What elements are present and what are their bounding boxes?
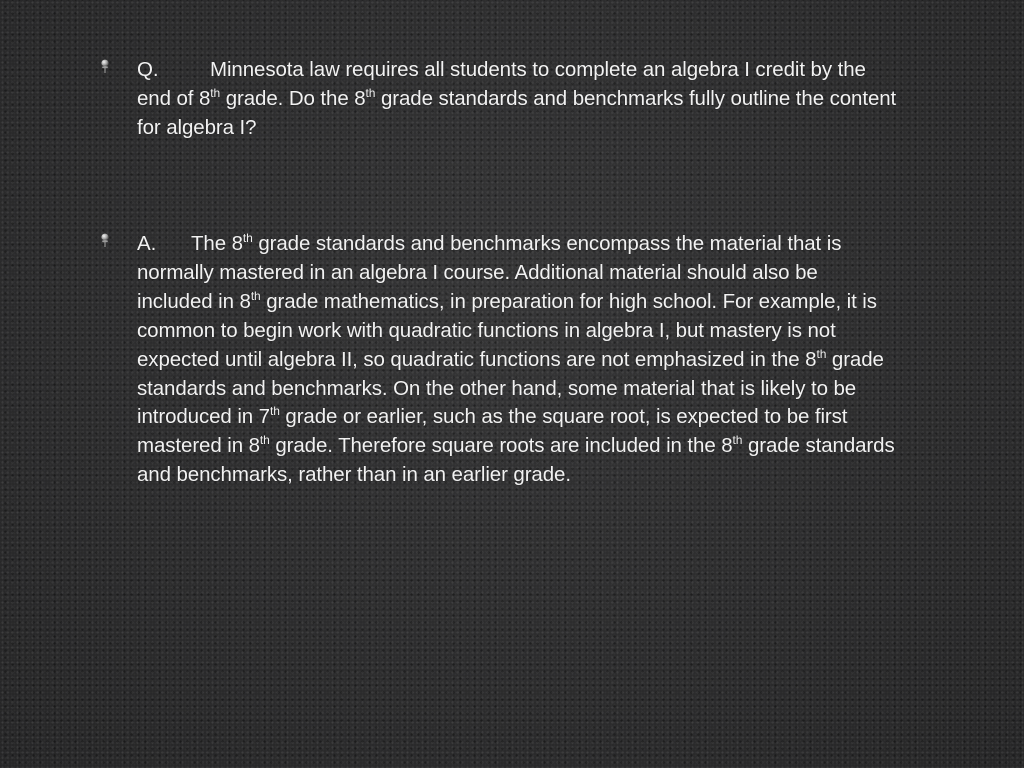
answer-text-part: grade or earlier, such as the square root, is expected to be first mastered in 8 [137,405,848,458]
ordinal-suffix: th [365,85,376,100]
question-text-part: grade. Do the 8 [220,86,366,110]
push-pin-icon [100,232,110,248]
ordinal-suffix: th [210,85,221,100]
ordinal-suffix: th [269,404,280,419]
ordinal-suffix: th [816,346,827,361]
ordinal-suffix: th [250,288,261,303]
question-text-part: grade standards and benchmarks fully outline the content for algebra I? [137,86,897,139]
ordinal-suffix: th [259,433,270,448]
ordinal-suffix: th [242,231,253,245]
answer-label: A. [137,232,157,255]
answer-text-part: The 8 [191,232,243,255]
answer-text-part: grade standards and benchmarks, rather than in an earlier grade. [137,434,895,487]
question-label: Q. [137,58,159,81]
answer-text-part: grade standards and benchmarks. On the other hand, some material that is likely to be introduced in 7 [137,347,884,429]
question-text-part: Minnesota law requires all students to complete an algebra I credit by the end of 8 [137,58,866,110]
answer-text-part: grade. Therefore square roots are included in the 8 [269,434,733,458]
answer-text-part: grade standards and benchmarks encompass the material that is normally mastered in an algebra I course. Additional material should also be included in 8 [137,232,842,313]
question-text [137,56,897,143]
answer-text-part: grade mathematics, in preparation for high school. For example, it is common to begin work with quadratic functions in algebra I, but mastery is not expected until algebra II, so quadratic functions are not emphasized in the 8 [137,289,877,371]
ordinal-suffix: th [732,433,743,448]
push-pin-icon [100,58,110,74]
answer-text [137,230,897,490]
